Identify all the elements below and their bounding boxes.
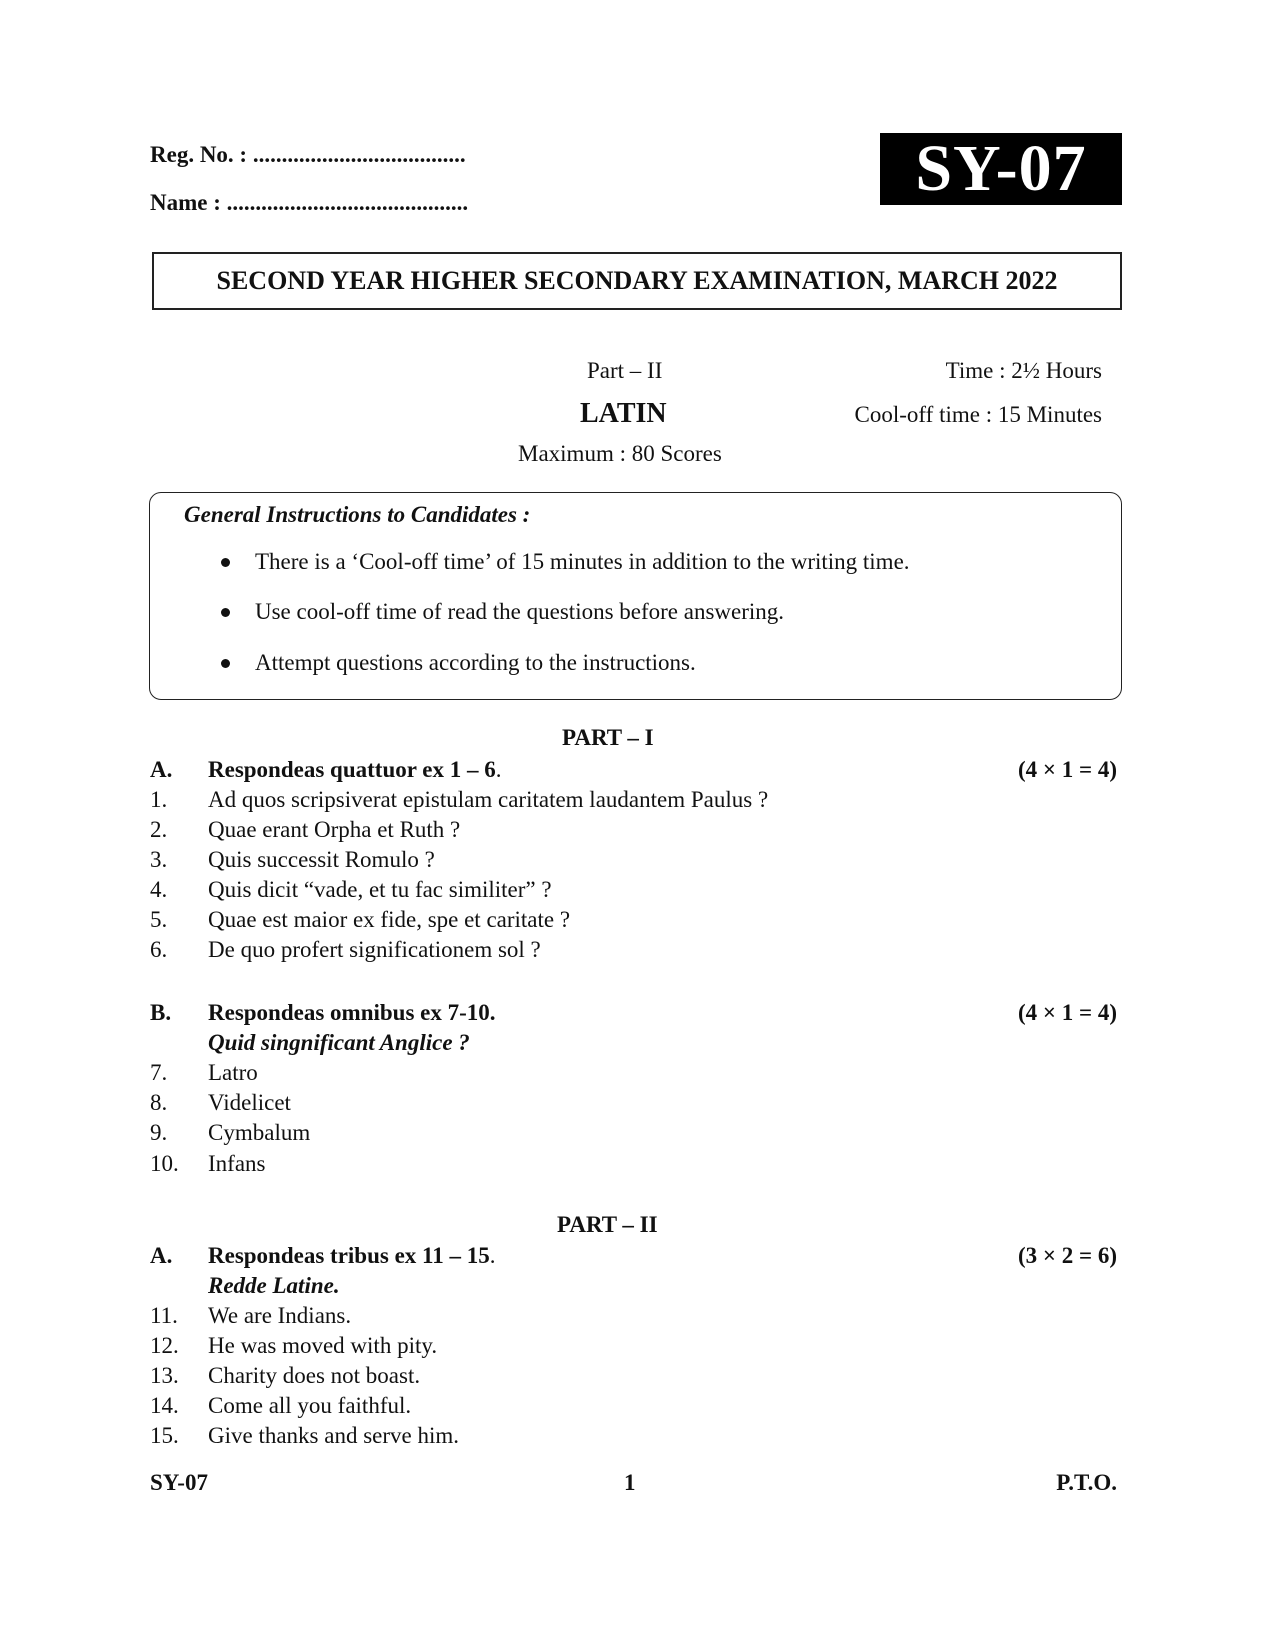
question-number: 10. (150, 1151, 179, 1176)
question-number: 3. (150, 847, 168, 872)
question-number: 13. (150, 1363, 179, 1388)
question-text: Quis successit Romulo ? (208, 847, 435, 872)
instruction-item (255, 549, 910, 575)
page-number: 1 (624, 1470, 636, 1495)
section-title: Respondeas omnibus ex 7-10. (208, 1000, 496, 1025)
question-number: 15. (150, 1423, 179, 1448)
question-number: 9. (150, 1120, 168, 1145)
instruction-item (255, 599, 784, 625)
question-text: De quo profert significationem sol ? (208, 937, 541, 962)
reg-no-field: Reg. No. : ..................................... (150, 142, 466, 167)
section-letter: A. (150, 1243, 173, 1268)
instructions-title: General Instructions to Candidates : (184, 502, 531, 527)
question-text: Ad quos scripsiverat epistulam caritatem laudantem Paulus ? (208, 787, 769, 812)
section-letter: B. (150, 1000, 172, 1025)
name-field: Name : .......................................... (150, 190, 469, 215)
section-subtitle: Redde Latine. (208, 1273, 340, 1298)
section-letter: A. (150, 757, 173, 782)
section-title-tail: . (495, 757, 502, 782)
question-text: He was moved with pity. (208, 1333, 438, 1358)
footer-code: SY-07 (150, 1470, 208, 1495)
part-2-heading: PART – II (557, 1212, 658, 1237)
section-subtitle: Quid singnificant Anglice ? (208, 1030, 470, 1055)
exam-title: SECOND YEAR HIGHER SECONDARY EXAMINATION, MARCH 2022 (152, 252, 1122, 310)
question-text: Give thanks and serve him. (208, 1423, 460, 1448)
question-number: 7. (150, 1060, 168, 1085)
part-1-heading: PART – I (562, 725, 654, 750)
instruction-text: There is a ‘Cool-off time’ of 15 minutes in addition to the writing time. (255, 549, 910, 574)
part-label: Part – II (587, 358, 663, 383)
section-title-tail: . (489, 1243, 496, 1268)
instruction-text: Use cool-off time of read the questions before answering. (255, 599, 785, 624)
bullet-icon (221, 608, 230, 617)
question-text: We are Indians. (208, 1303, 352, 1328)
time-label: Time : 2½ Hours (945, 358, 1102, 383)
question-number: 1. (150, 787, 168, 812)
bullet-icon (221, 659, 230, 668)
question-text: Videlicet (208, 1090, 291, 1115)
question-number: 11. (150, 1303, 178, 1328)
question-number: 5. (150, 907, 168, 932)
pto-label: P.T.O. (1056, 1470, 1117, 1495)
paper-code-badge: SY-07 (880, 133, 1122, 205)
question-number: 12. (150, 1333, 179, 1358)
instruction-text: Attempt questions according to the instructions. (255, 650, 696, 675)
section-score: (4 × 1 = 4) (1017, 1000, 1117, 1025)
question-text: Quis dicit “vade, et tu fac similiter” ? (208, 877, 552, 902)
question-number: 6. (150, 937, 168, 962)
maximum-scores: Maximum : 80 Scores (518, 441, 722, 466)
section-title-bold: Respondeas quattuor ex 1 – 6 (208, 757, 496, 782)
question-text: Cymbalum (208, 1120, 311, 1145)
question-text: Latro (208, 1060, 258, 1085)
bullet-icon (221, 558, 230, 567)
cool-off-label: Cool-off time : 15 Minutes (854, 402, 1102, 427)
question-number: 4. (150, 877, 168, 902)
instruction-item (255, 650, 696, 676)
question-number: 14. (150, 1393, 179, 1418)
question-number: 2. (150, 817, 168, 842)
section-title (208, 757, 502, 783)
section-title (208, 1243, 496, 1269)
question-text: Come all you faithful. (208, 1393, 412, 1418)
section-title-bold: Respondeas tribus ex 11 – 15 (208, 1243, 490, 1268)
subject-title: LATIN (580, 398, 667, 429)
section-score: (3 × 2 = 6) (1017, 1243, 1117, 1268)
question-number: 8. (150, 1090, 168, 1115)
question-text: Charity does not boast. (208, 1363, 421, 1388)
question-text: Quae erant Orpha et Ruth ? (208, 817, 461, 842)
question-text: Quae est maior ex fide, spe et caritate ? (208, 907, 571, 932)
section-score: (4 × 1 = 4) (1017, 757, 1117, 782)
question-text: Infans (208, 1151, 266, 1176)
